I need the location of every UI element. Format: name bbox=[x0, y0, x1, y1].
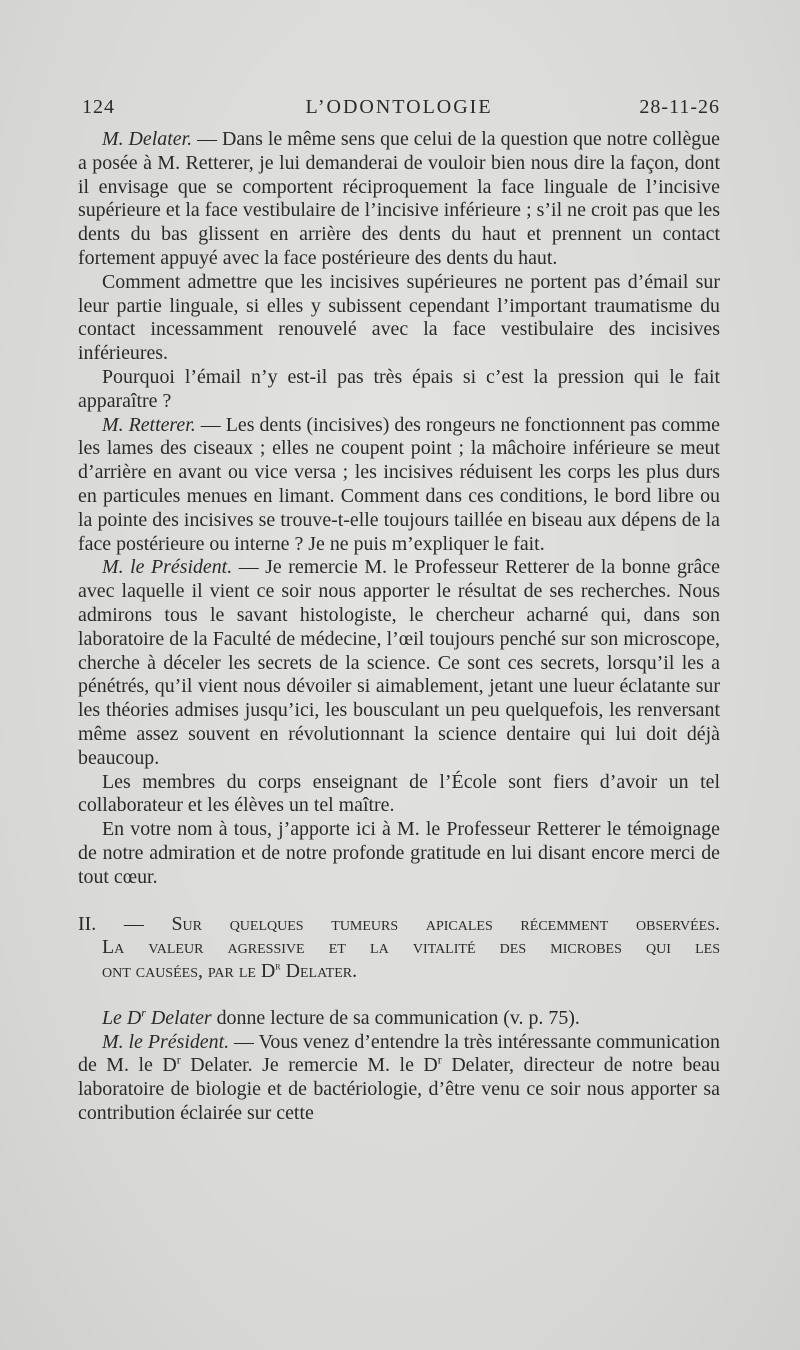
superscript: r bbox=[176, 1052, 181, 1067]
paragraph-text: Comment admettre que les incisives supérieures ne portent pas d’émail sur leur partie linguale, si elles y subissent cependant l’important traumatisme du contact incessamment renouvelé avec la face vestibulaire des incisives inférieures. bbox=[78, 270, 720, 365]
paragraph bbox=[78, 1007, 720, 1031]
paragraph-text: — Les dents (incisives) des rongeurs ne fonctionnent pas comme les lames des ciseaux ; elles ne coupent point ; la mâchoire inférieure se meut d’arrière en avant ou vice versa ; les incisives réduisent les corps les plus durs en particules menues en limant. Comment dans ces conditions, le bord libre ou la pointe des incisives se trouve-t-elle toujours taillée en biseau aux dépens de la face postérieure ou interne ? Je ne puis m’expliquer le fait. bbox=[78, 413, 721, 555]
superscript: r bbox=[437, 1052, 442, 1067]
paragraph-text: En votre nom à tous, j’apporte ici à M. le Professeur Retterer le témoignage de notre admiration et de notre profonde gratitude en lui disant encore merci de tout cœur. bbox=[78, 818, 720, 888]
speaker-text: Delater bbox=[145, 1006, 212, 1029]
section-title-line: La valeur agressive et la vitalité des microbes qui les bbox=[102, 936, 720, 959]
paragraph bbox=[78, 556, 720, 770]
issue-date: 28-11-26 bbox=[639, 96, 720, 118]
paragraph bbox=[78, 366, 720, 414]
section-heading bbox=[78, 913, 720, 984]
section-title-text: ont causées, par le D bbox=[102, 960, 276, 983]
paragraph-text: Pourquoi l’émail n’y est-il pas très épais si c’est la pression qui le fait apparaître ? bbox=[78, 365, 720, 412]
speaker-name bbox=[102, 1007, 212, 1029]
speaker-name: M. le Président. bbox=[102, 556, 233, 579]
paragraph bbox=[78, 414, 720, 557]
section-title: — Sur quelques tumeurs apicales récemment observées. bbox=[96, 912, 720, 935]
paragraph bbox=[78, 818, 720, 889]
speaker-name: M. le Président. bbox=[102, 1030, 230, 1053]
page-body bbox=[78, 128, 720, 1126]
section-title-line bbox=[78, 960, 720, 984]
superscript: r bbox=[275, 958, 281, 973]
page-number: 124 bbox=[82, 96, 115, 118]
paragraph-text: — Dans le même sens que celui de la question que notre collègue a posée à M. Retterer, je lui demanderai de vouloir bien nous dire la façon, dont il envisage que se comportent réciproquement la face linguale de l’incisive supérieure et la face vestibulaire de l’incisive inférieure ; s’il ne croit pas que les dents du bas glissent en arrière des dents du haut et prennent un contact fortement appuyé avec la face postérieure des dents du haut. bbox=[78, 128, 720, 269]
paragraph bbox=[78, 771, 720, 819]
paragraph bbox=[78, 271, 720, 366]
section-title-text: Delater. bbox=[280, 960, 358, 983]
paragraph-text: Les membres du corps enseignant de l’École sont fiers d’avoir un tel collaborateur et les élèves un tel maître. bbox=[78, 770, 720, 817]
paragraph-text: donne lecture de sa communication (v. p. 75). bbox=[211, 1006, 580, 1029]
paragraph bbox=[78, 128, 720, 271]
paragraph-text: Delater. Je remercie M. le D bbox=[180, 1054, 438, 1077]
paragraph-text: — Je remercie M. le Professeur Retterer de la bonne grâce avec laquelle il vient ce soir nous apporter le résultat de ses recherches. Nous admirons tous le savant histologiste, le chercheur acharné qui, dans son laboratoire de la Faculté de médecine, l’œil toujours penché sur son microscope, cherche à déceler les secrets de la science. Ce sont ces secrets, lorsqu’il les a pénétrés, qu’il vient nous dévoiler si aimablement, jetant une lueur éclatante sur les théories admises jusqu’ici, les bousculant un peu quelquefois, les renversant même assez souvent en révolutionnant la science dentaire qui lui doit déjà beaucoup. bbox=[78, 556, 720, 769]
paragraph-text: Delater, directeur de notre beau laboratoire de biologie et de bactériologie, d’être venu ce soir nous apporter sa contribution éclairée sur cette bbox=[78, 1054, 720, 1125]
paragraph bbox=[78, 1031, 720, 1126]
superscript: r bbox=[141, 1005, 146, 1020]
journal-title: L’ODONTOLOGIE bbox=[305, 96, 493, 118]
speaker-name: M. Retterer. bbox=[102, 413, 196, 436]
speaker-name: M. Delater. bbox=[102, 128, 193, 150]
paragraph-text: — Vous venez d’entendre la très intéressante communication de M. le D bbox=[78, 1030, 721, 1077]
section-number: II. bbox=[78, 912, 97, 935]
speaker-text: Le D bbox=[102, 1006, 142, 1029]
section-heading-line bbox=[78, 913, 720, 937]
